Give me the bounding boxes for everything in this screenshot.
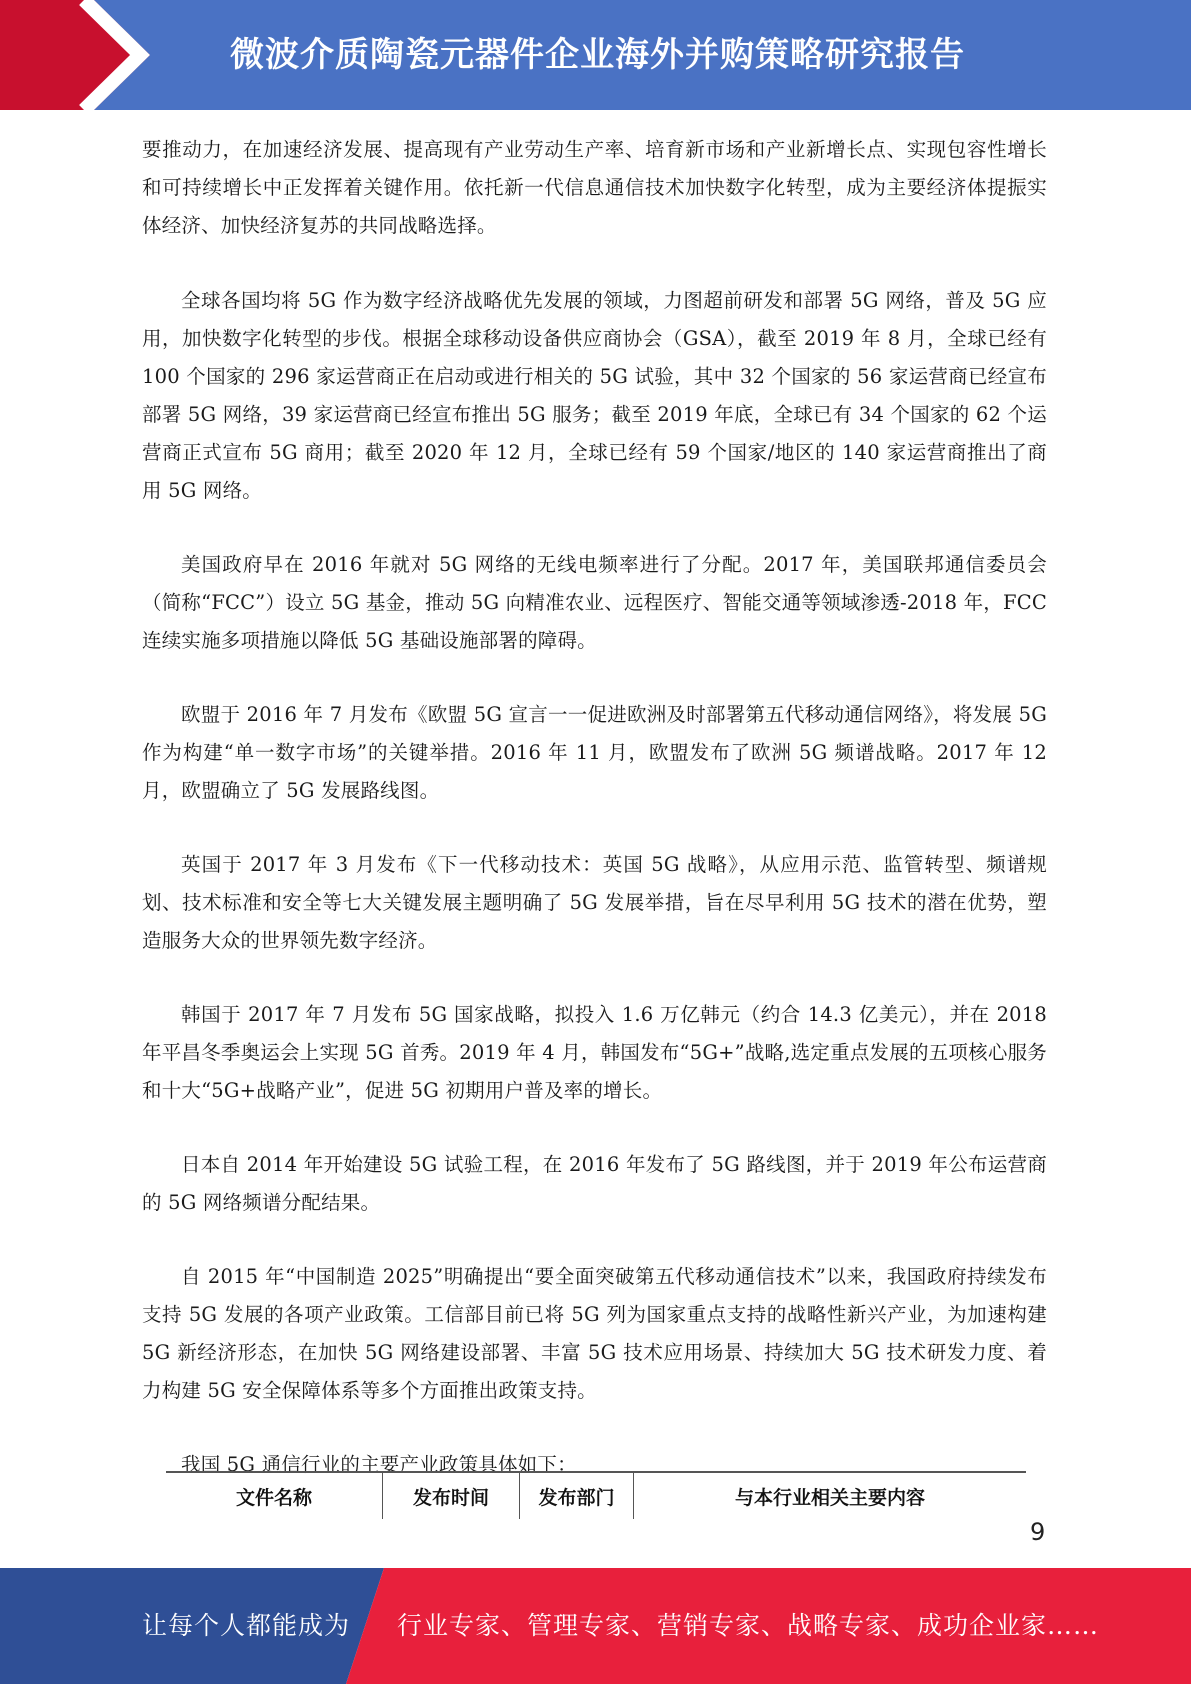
paragraph: 美国政府早在 2016 年就对 5G 网络的无线电频率进行了分配。2017 年，美国联邦通信委员会（简称“FCC”）设立 5G 基金，推动 5G 向精准农业、远程医疗、智能交通等领域渗透-2018 年，FCC 连续实施多项措施以降低 5G 基础设施部署的障碍。 <box>142 553 1047 652</box>
paragraph: 韩国于 2017 年 7 月发布 5G 国家战略，拟投入 1.6 万亿韩元（约合 14.3 亿美元），并在 2018 年平昌冬季奥运会上实现 5G 首秀。2019 年 4 月，韩国发布“5G+”战略,选定重点发展的五项核心服务和十大“5G+战略产业”，促进 5G 初期用户普及率的增长。 <box>142 1003 1047 1102</box>
paragraph: 欧盟于 2016 年 7 月发布《欧盟 5G 宣言一一促进欧洲及时部署第五代移动通信网络》，将发展 5G 作为构建“单一数字市场”的关键举措。2016 年 11 月，欧盟发布了欧洲 5G 频谱战略。2017 年 12 月，欧盟确立了 5G 发展路线图。 <box>142 703 1047 802</box>
footer-slogan-left: 让每个人都能成为 <box>142 1611 351 1640</box>
column-header-release-date: 发布时间 <box>383 1472 520 1519</box>
paragraph: 要推动力，在加速经济发展、提高现有产业劳动生产率、培育新市场和产业新增长点、实现包容性增长和可持续增长中正发挥着关键作用。依托新一代信息通信技术加快数字化转型，成为主要经济体提振实体经济、加快经济复苏的共同战略选择。 <box>142 138 1047 237</box>
paragraph: 英国于 2017 年 3 月发布《下一代移动技术：英国 5G 战略》，从应用示范、监管转型、频谱规划、技术标准和安全等七大关键发展主题明确了 5G 发展举措，旨在尽早利用 5G 技术的潜在优势，塑造服务大众的世界领先数字经济。 <box>142 853 1047 952</box>
page-footer <box>0 1568 1191 1684</box>
paragraph: 自 2015 年“中国制造 2025”明确提出“要全面突破第五代移动通信技术”以来，我国政府持续发布支持 5G 发展的各项产业政策。工信部目前已将 5G 列为国家重点支持的战略性新兴产业，为加速构建 5G 新经济形态，在加快 5G 网络建设部署、丰富 5G 技术应用场景、持续加大 5G 技术研发力度、着力构建 5G 安全保障体系等多个方面推出政策支持。 <box>142 1265 1047 1402</box>
footer-slogan-right: 行业专家、管理专家、营销专家、战略专家、成功企业家…… <box>397 1611 1100 1640</box>
report-title: 微波介质陶瓷元器件企业海外并购策略研究报告 <box>230 35 965 75</box>
header-chevron-icon <box>0 0 160 110</box>
paragraph: 日本自 2014 年开始建设 5G 试验工程，在 2016 年发布了 5G 路线图，并于 2019 年公布运营商的 5G 网络频谱分配结果。 <box>142 1153 1047 1214</box>
paragraph: 全球各国均将 5G 作为数字经济战略优先发展的领域，力图超前研发和部署 5G 网络，普及 5G 应用，加快数字化转型的步伐。根据全球移动设备供应商协会（GSA），截至 2019 年 8 月，全球已经有 100 个国家的 296 家运营商正在启动或进行相关的 5G 试验，其中 32 个国家的 56 家运营商已经宣布部署 5G 网络，39 家运营商已经宣布推出 5G 服务；截至 2019 年底，全球已有 34 个国家的 62 个运营商正式宣布 5G 商用；截至 2020 年 12 月，全球已经有 59 个国家/地区的 140 家运营商推出了商用 5G 网络。 <box>142 289 1047 502</box>
page-number: 9 <box>1030 1518 1046 1546</box>
policy-table <box>166 1471 1026 1519</box>
column-header-department: 发布部门 <box>520 1472 634 1519</box>
body-text <box>142 131 1047 1520</box>
column-header-file-name: 文件名称 <box>166 1472 383 1519</box>
page-header <box>0 0 1191 110</box>
table-header-row <box>166 1472 1026 1519</box>
column-header-main-content: 与本行业相关主要内容 <box>634 1472 1027 1519</box>
paragraph: 我国 5G 通信行业的主要产业政策具体如下： <box>181 1453 577 1476</box>
